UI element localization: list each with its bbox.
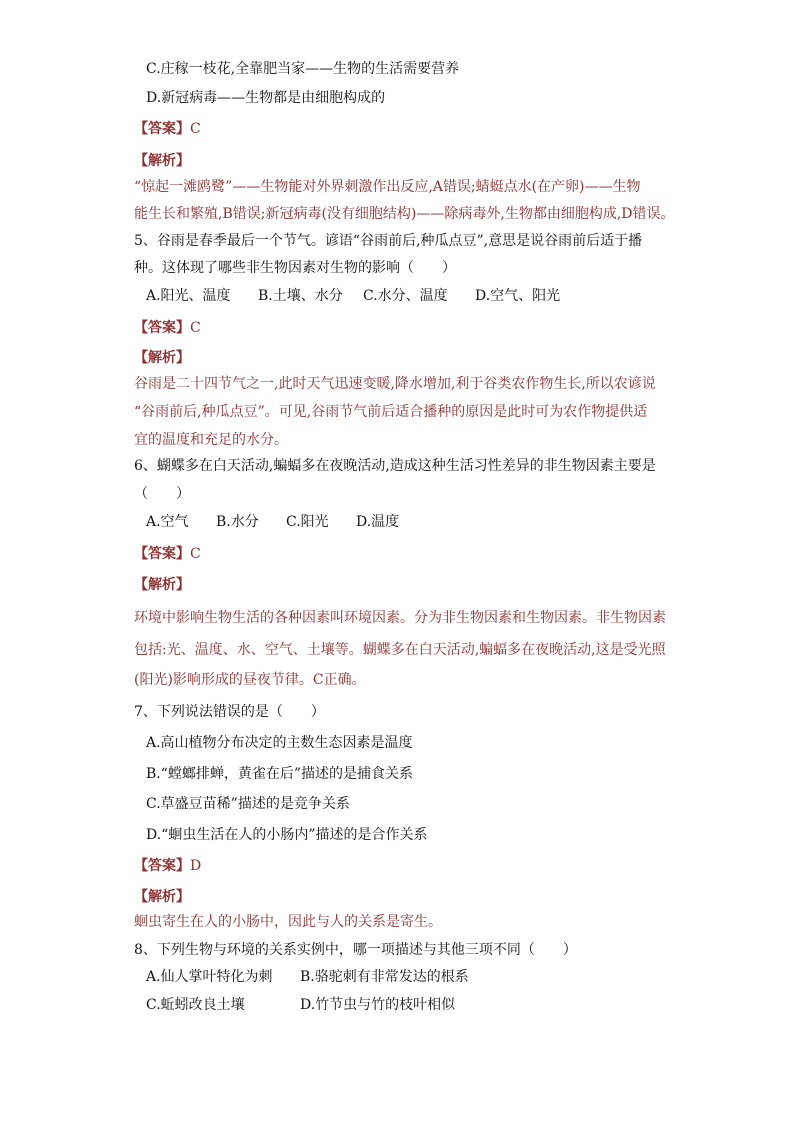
q6-analysis-line-1: 环境中影响生物生活的各种因素叫环境因素。分为非生物因素和生物因素。非生物因素 (134, 610, 666, 626)
q8-option-d: D.竹节虫与竹的枝叶相似 (300, 997, 456, 1013)
q6-stem-line-2: （ ） (134, 486, 190, 502)
q4-answer (134, 119, 201, 139)
q4-analysis-line-1: “惊起一滩鸥鹭”——生物能对外界刺激作出反应,A错误;蜻蜓点水(在产卵)——生物 (134, 179, 641, 195)
q7-option-b: B.“螳螂排蝉，黄雀在后”描述的是捕食关系 (146, 766, 414, 782)
answer-value: C (190, 546, 201, 562)
q8-options-row-1 (146, 967, 469, 987)
q7-option-d: D.“蛔虫生活在人的小肠内”描述的是合作关系 (146, 827, 428, 843)
answer-tag: 【答案】 (134, 858, 190, 874)
q6-options (146, 512, 399, 532)
q7-option-c: C.草盛豆苗稀”描述的是竞争关系 (146, 796, 350, 812)
q5-analysis-line-2: “谷雨前后,种瓜点豆”。可见,谷雨节气前后适合播种的原因是此时可为农作物提供适 (134, 404, 648, 420)
q4-analysis-tag: 【解析】 (134, 153, 190, 169)
answer-value: D (190, 858, 202, 874)
answer-tag: 【答案】 (134, 546, 190, 562)
q5-option-b: B.土壤、水分 (258, 288, 343, 304)
q4-option-d: D.新冠病毒——生物都是由细胞构成的 (146, 90, 386, 106)
q7-analysis-line-1: 蛔虫寄生在人的小肠中，因此与人的关系是寄生。 (134, 914, 442, 930)
q5-stem-line-1: 5、谷雨是春季最后一个节气。谚语“谷雨前后,种瓜点豆”,意思是说谷雨前后适于播 (134, 233, 643, 249)
q6-option-d: D.温度 (356, 514, 400, 530)
q6-option-c: C.阳光 (286, 514, 329, 530)
q6-option-b: B.水分 (216, 514, 259, 530)
q7-answer (134, 856, 201, 876)
q5-analysis-tag: 【解析】 (134, 350, 190, 366)
q6-analysis-line-2: 包括:光、温度、水、空气、土壤等。蝴蝶多在白天活动,蝙蝠多在夜晚活动,这是受光照 (134, 642, 666, 658)
q4-option-c: C.庄稼一枝花,全靠肥当家——生物的生活需要营养 (146, 61, 460, 77)
q7-option-a: A.高山植物分布决定的主数生态因素是温度 (146, 735, 413, 751)
q6-option-a: A.空气 (146, 514, 189, 530)
q5-answer (134, 318, 201, 338)
q6-stem-line-1: 6、蝴蝶多在白天活动,蝙蝠多在夜晚活动,造成这种生活习性差异的非生物因素主要是 (134, 458, 656, 474)
q8-stem: 8、下列生物与环境的关系实例中，哪一项描述与其他三项不同（ ） (134, 942, 577, 958)
q5-options (146, 286, 560, 306)
answer-tag: 【答案】 (134, 320, 190, 336)
q7-stem: 7、下列说法错误的是（ ） (134, 704, 325, 720)
q7-analysis-tag: 【解析】 (134, 889, 190, 905)
q6-analysis-line-3: (阳光)影响形成的昼夜节律。C正确。 (134, 672, 366, 688)
q6-analysis-tag: 【解析】 (134, 577, 190, 593)
q5-option-d: D.空气、阳光 (475, 288, 561, 304)
q8-option-a: A.仙人掌叶特化为刺 (146, 969, 273, 985)
answer-value: C (190, 320, 201, 336)
answer-tag: 【答案】 (134, 121, 190, 137)
q8-options-row-2 (146, 995, 455, 1015)
q4-analysis-line-2: 能生长和繁殖,B错误;新冠病毒(没有细胞结构)——除病毒外,生物都由细胞构成,D错误。 (134, 206, 675, 222)
q6-answer (134, 544, 201, 564)
q5-analysis-line-3: 宜的温度和充足的水分。 (134, 432, 288, 448)
q5-analysis-line-1: 谷雨是二十四节气之一,此时天气迅速变暖,降水增加,利于谷类农作物生长,所以农谚说 (134, 376, 656, 392)
q5-stem-line-2: 种。这体现了哪些非生物因素对生物的影响（ ） (134, 260, 456, 276)
q5-option-c: C.水分、温度 (363, 288, 448, 304)
q8-option-b: B.骆驼刺有非常发达的根系 (300, 969, 469, 985)
answer-value: C (190, 121, 201, 137)
q8-option-c: C.蚯蚓改良土壤 (146, 997, 245, 1013)
q5-option-a: A.阳光、温度 (146, 288, 231, 304)
